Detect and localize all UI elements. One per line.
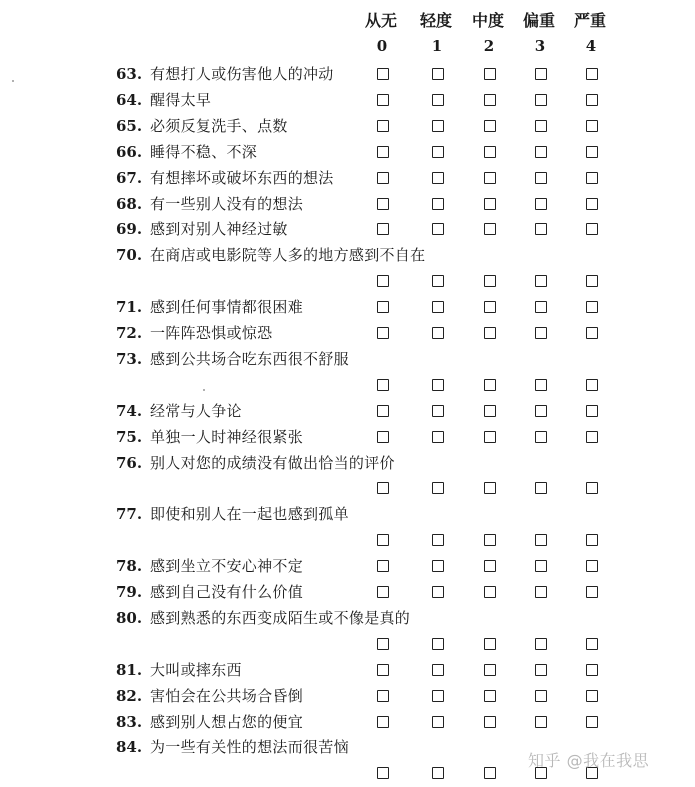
item-number: 64. bbox=[116, 90, 143, 109]
checkbox-score-2[interactable] bbox=[484, 664, 496, 676]
item-row bbox=[0, 320, 695, 346]
checkbox-score-4[interactable] bbox=[586, 716, 598, 728]
checkbox-score-0[interactable] bbox=[377, 534, 389, 546]
item-number: 82. bbox=[116, 686, 143, 705]
checkbox-score-4[interactable] bbox=[586, 690, 598, 702]
item-text: 即使和别人在一起也感到孤单 bbox=[150, 505, 349, 524]
checkbox-score-0[interactable] bbox=[377, 767, 389, 779]
checkbox-score-0[interactable] bbox=[377, 94, 389, 106]
checkbox-score-4[interactable] bbox=[586, 379, 598, 391]
checkbox-score-0[interactable] bbox=[377, 716, 389, 728]
item-text: 睡得不稳、不深 bbox=[150, 142, 258, 161]
item-number: 74. bbox=[116, 401, 143, 420]
item-number: 65. bbox=[116, 116, 143, 135]
item-number: 76. bbox=[116, 453, 143, 472]
checkbox-score-2[interactable] bbox=[484, 275, 496, 287]
item-row bbox=[0, 605, 695, 631]
item-row bbox=[0, 242, 695, 268]
item-row bbox=[0, 683, 695, 709]
checkbox-score-2[interactable] bbox=[484, 223, 496, 235]
checkbox-score-1[interactable] bbox=[432, 638, 444, 650]
scale-score-3: 3 bbox=[534, 37, 546, 55]
checkbox-score-3[interactable] bbox=[535, 172, 547, 184]
checkbox-score-3[interactable] bbox=[535, 690, 547, 702]
checkbox-score-0[interactable] bbox=[377, 327, 389, 339]
item-text: 感到公共场合吃东西很不舒服 bbox=[150, 349, 349, 368]
item-number: 79. bbox=[116, 583, 143, 601]
checkbox-score-1[interactable] bbox=[432, 172, 444, 184]
scan-speck bbox=[203, 389, 205, 391]
item-text: 有想摔坏或破坏东西的想法 bbox=[150, 168, 334, 187]
item-text: 有一些别人没有的想法 bbox=[150, 194, 304, 213]
checkbox-score-3[interactable] bbox=[535, 379, 547, 391]
checkbox-score-1[interactable] bbox=[432, 301, 444, 313]
checkbox-score-1[interactable] bbox=[432, 405, 444, 417]
item-text: 感到坐立不安心神不定 bbox=[150, 557, 304, 576]
checkbox-score-0[interactable] bbox=[377, 146, 389, 158]
item-text: 醒得太早 bbox=[150, 90, 212, 109]
checkbox-score-3[interactable] bbox=[535, 301, 547, 313]
checkbox-score-0[interactable] bbox=[377, 482, 389, 494]
checkbox-score-2[interactable] bbox=[484, 716, 496, 728]
checkbox-score-4[interactable] bbox=[586, 301, 598, 313]
checkbox-score-2[interactable] bbox=[484, 560, 496, 572]
item-number: 84. bbox=[116, 738, 143, 757]
item-text: 感到自己没有什么价值 bbox=[150, 583, 304, 601]
item-text: 感到对别人神经过敏 bbox=[150, 220, 288, 239]
checkbox-score-1[interactable] bbox=[432, 534, 444, 546]
checkbox-score-3[interactable] bbox=[535, 327, 547, 339]
item-text: 在商店或电影院等人多的地方感到不自在 bbox=[150, 246, 426, 265]
checkbox-score-4[interactable] bbox=[586, 94, 598, 106]
item-number: 70. bbox=[116, 246, 143, 265]
checkbox-score-1[interactable] bbox=[432, 431, 444, 443]
checkbox-score-1[interactable] bbox=[432, 120, 444, 132]
checkbox-score-1[interactable] bbox=[432, 198, 444, 210]
item-number: 73. bbox=[116, 349, 143, 368]
checkbox-score-0[interactable] bbox=[377, 405, 389, 417]
checkbox-score-4[interactable] bbox=[586, 146, 598, 158]
checkbox-score-1[interactable] bbox=[432, 716, 444, 728]
item-row bbox=[0, 553, 695, 579]
scale-score-2: 2 bbox=[483, 37, 495, 55]
checkbox-score-3[interactable] bbox=[535, 534, 547, 546]
item-row bbox=[0, 165, 695, 191]
item-number: 69. bbox=[116, 220, 143, 239]
checkbox-score-4[interactable] bbox=[586, 68, 598, 80]
checkbox-score-4[interactable] bbox=[586, 586, 598, 598]
checkbox-score-2[interactable] bbox=[484, 301, 496, 313]
checkbox-score-3[interactable] bbox=[535, 405, 547, 417]
scale-label-never: 从无 bbox=[364, 11, 397, 30]
checkbox-score-2[interactable] bbox=[484, 690, 496, 702]
checkbox-score-0[interactable] bbox=[377, 664, 389, 676]
checkbox-score-1[interactable] bbox=[432, 767, 444, 779]
item-number: 81. bbox=[116, 660, 143, 679]
checkbox-score-4[interactable] bbox=[586, 534, 598, 546]
item-number: 66. bbox=[116, 142, 143, 161]
checkbox-score-2[interactable] bbox=[484, 120, 496, 132]
checkbox-score-4[interactable] bbox=[586, 560, 598, 572]
item-text: 经常与人争论 bbox=[150, 401, 242, 420]
checkbox-score-3[interactable] bbox=[535, 198, 547, 210]
checkbox-score-4[interactable] bbox=[586, 223, 598, 235]
item-text: 害怕会在公共场合昏倒 bbox=[150, 686, 304, 705]
checkbox-score-1[interactable] bbox=[432, 146, 444, 158]
item-text: 必须反复洗手、点数 bbox=[150, 116, 288, 135]
item-row bbox=[0, 113, 695, 139]
item-number: 67. bbox=[116, 168, 143, 187]
checkbox-score-1[interactable] bbox=[432, 379, 444, 391]
checkbox-score-2[interactable] bbox=[484, 534, 496, 546]
item-options-row bbox=[0, 475, 695, 501]
checkbox-score-2[interactable] bbox=[484, 431, 496, 443]
item-row bbox=[0, 398, 695, 424]
item-number: 77. bbox=[116, 505, 143, 524]
item-row bbox=[0, 424, 695, 450]
checkbox-score-2[interactable] bbox=[484, 198, 496, 210]
checkbox-score-3[interactable] bbox=[535, 120, 547, 132]
checkbox-score-0[interactable] bbox=[377, 638, 389, 650]
item-row bbox=[0, 450, 695, 476]
checkbox-score-3[interactable] bbox=[535, 716, 547, 728]
checkbox-score-2[interactable] bbox=[484, 586, 496, 598]
checkbox-score-2[interactable] bbox=[484, 405, 496, 417]
item-text: 感到别人想占您的便宜 bbox=[150, 712, 304, 731]
item-text: 感到熟悉的东西变成陌生或不像是真的 bbox=[150, 608, 411, 627]
item-row bbox=[0, 139, 695, 165]
item-row bbox=[0, 191, 695, 217]
checkbox-score-3[interactable] bbox=[535, 560, 547, 572]
item-number: 71. bbox=[116, 298, 143, 317]
item-options-row bbox=[0, 268, 695, 294]
checkbox-score-1[interactable] bbox=[432, 664, 444, 676]
item-text: 大叫或摔东西 bbox=[150, 660, 242, 679]
checkbox-score-0[interactable] bbox=[377, 172, 389, 184]
checkbox-score-2[interactable] bbox=[484, 482, 496, 494]
scale-label-mild: 轻度 bbox=[419, 11, 452, 30]
item-number: 83. bbox=[116, 712, 143, 731]
item-number: 63. bbox=[116, 65, 143, 83]
checkbox-score-0[interactable] bbox=[377, 275, 389, 287]
item-row bbox=[0, 87, 695, 113]
item-number: 78. bbox=[116, 557, 143, 576]
scale-label-severe: 严重 bbox=[573, 11, 606, 30]
checkbox-score-4[interactable] bbox=[586, 198, 598, 210]
checkbox-score-0[interactable] bbox=[377, 379, 389, 391]
checkbox-score-3[interactable] bbox=[535, 146, 547, 158]
checkbox-score-4[interactable] bbox=[586, 405, 598, 417]
item-row bbox=[0, 657, 695, 683]
item-options-row bbox=[0, 631, 695, 657]
checkbox-score-0[interactable] bbox=[377, 198, 389, 210]
checkbox-score-1[interactable] bbox=[432, 690, 444, 702]
checkbox-score-2[interactable] bbox=[484, 767, 496, 779]
checkbox-score-0[interactable] bbox=[377, 223, 389, 235]
item-text: 感到任何事情都很困难 bbox=[150, 298, 304, 317]
checkbox-score-4[interactable] bbox=[586, 638, 598, 650]
item-text: 有想打人或伤害他人的冲动 bbox=[150, 65, 334, 83]
checkbox-score-1[interactable] bbox=[432, 482, 444, 494]
checkbox-score-3[interactable] bbox=[535, 482, 547, 494]
checkbox-score-2[interactable] bbox=[484, 172, 496, 184]
checkbox-score-1[interactable] bbox=[432, 327, 444, 339]
checkbox-score-3[interactable] bbox=[535, 275, 547, 287]
checkbox-score-4[interactable] bbox=[586, 431, 598, 443]
item-text: 别人对您的成绩没有做出恰当的评价 bbox=[150, 453, 395, 472]
checkbox-score-0[interactable] bbox=[377, 690, 389, 702]
checkbox-score-3[interactable] bbox=[535, 586, 547, 598]
checkbox-score-0[interactable] bbox=[377, 301, 389, 313]
checkbox-score-3[interactable] bbox=[535, 94, 547, 106]
item-options-row bbox=[0, 527, 695, 553]
item-options-row bbox=[0, 372, 695, 398]
item-row bbox=[0, 501, 695, 527]
checkbox-score-2[interactable] bbox=[484, 146, 496, 158]
item-number: 72. bbox=[116, 324, 143, 342]
checkbox-score-0[interactable] bbox=[377, 68, 389, 80]
checkbox-score-0[interactable] bbox=[377, 120, 389, 132]
scale-score-4: 4 bbox=[585, 37, 597, 55]
scale-label-fairly-severe: 偏重 bbox=[522, 11, 555, 30]
checkbox-score-4[interactable] bbox=[586, 172, 598, 184]
checkbox-score-4[interactable] bbox=[586, 327, 598, 339]
checkbox-score-2[interactable] bbox=[484, 379, 496, 391]
scale-score-1: 1 bbox=[431, 37, 443, 55]
item-row bbox=[0, 579, 695, 605]
checkbox-score-1[interactable] bbox=[432, 560, 444, 572]
checkbox-score-4[interactable] bbox=[586, 275, 598, 287]
checkbox-score-2[interactable] bbox=[484, 638, 496, 650]
checkbox-score-3[interactable] bbox=[535, 638, 547, 650]
scale-score-0: 0 bbox=[376, 37, 388, 55]
checkbox-score-4[interactable] bbox=[586, 664, 598, 676]
checkbox-score-3[interactable] bbox=[535, 223, 547, 235]
item-row bbox=[0, 709, 695, 735]
item-number: 75. bbox=[116, 427, 143, 446]
checkbox-score-1[interactable] bbox=[432, 68, 444, 80]
item-text: 单独一人时神经很紧张 bbox=[150, 427, 304, 446]
checkbox-score-4[interactable] bbox=[586, 482, 598, 494]
item-row bbox=[0, 346, 695, 372]
checkbox-score-2[interactable] bbox=[484, 94, 496, 106]
checkbox-score-4[interactable] bbox=[586, 120, 598, 132]
scan-speck bbox=[12, 80, 14, 82]
checkbox-score-2[interactable] bbox=[484, 68, 496, 80]
checkbox-score-0[interactable] bbox=[377, 560, 389, 572]
item-row bbox=[0, 216, 695, 242]
checkbox-score-1[interactable] bbox=[432, 223, 444, 235]
item-row bbox=[0, 294, 695, 320]
checkbox-score-2[interactable] bbox=[484, 327, 496, 339]
checkbox-score-3[interactable] bbox=[535, 68, 547, 80]
checkbox-score-0[interactable] bbox=[377, 431, 389, 443]
scale-label-moderate: 中度 bbox=[471, 11, 504, 30]
watermark: 知乎 @我在我思 bbox=[528, 751, 650, 770]
checkbox-score-1[interactable] bbox=[432, 275, 444, 287]
item-row bbox=[0, 61, 695, 87]
checkbox-score-0[interactable] bbox=[377, 586, 389, 598]
checkbox-score-1[interactable] bbox=[432, 94, 444, 106]
checkbox-score-3[interactable] bbox=[535, 664, 547, 676]
item-number: 68. bbox=[116, 194, 143, 213]
item-text: 为一些有关性的想法而很苦恼 bbox=[150, 738, 349, 757]
checkbox-score-1[interactable] bbox=[432, 586, 444, 598]
checkbox-score-3[interactable] bbox=[535, 431, 547, 443]
item-number: 80. bbox=[116, 608, 143, 627]
item-text: 一阵阵恐惧或惊恐 bbox=[150, 324, 273, 342]
